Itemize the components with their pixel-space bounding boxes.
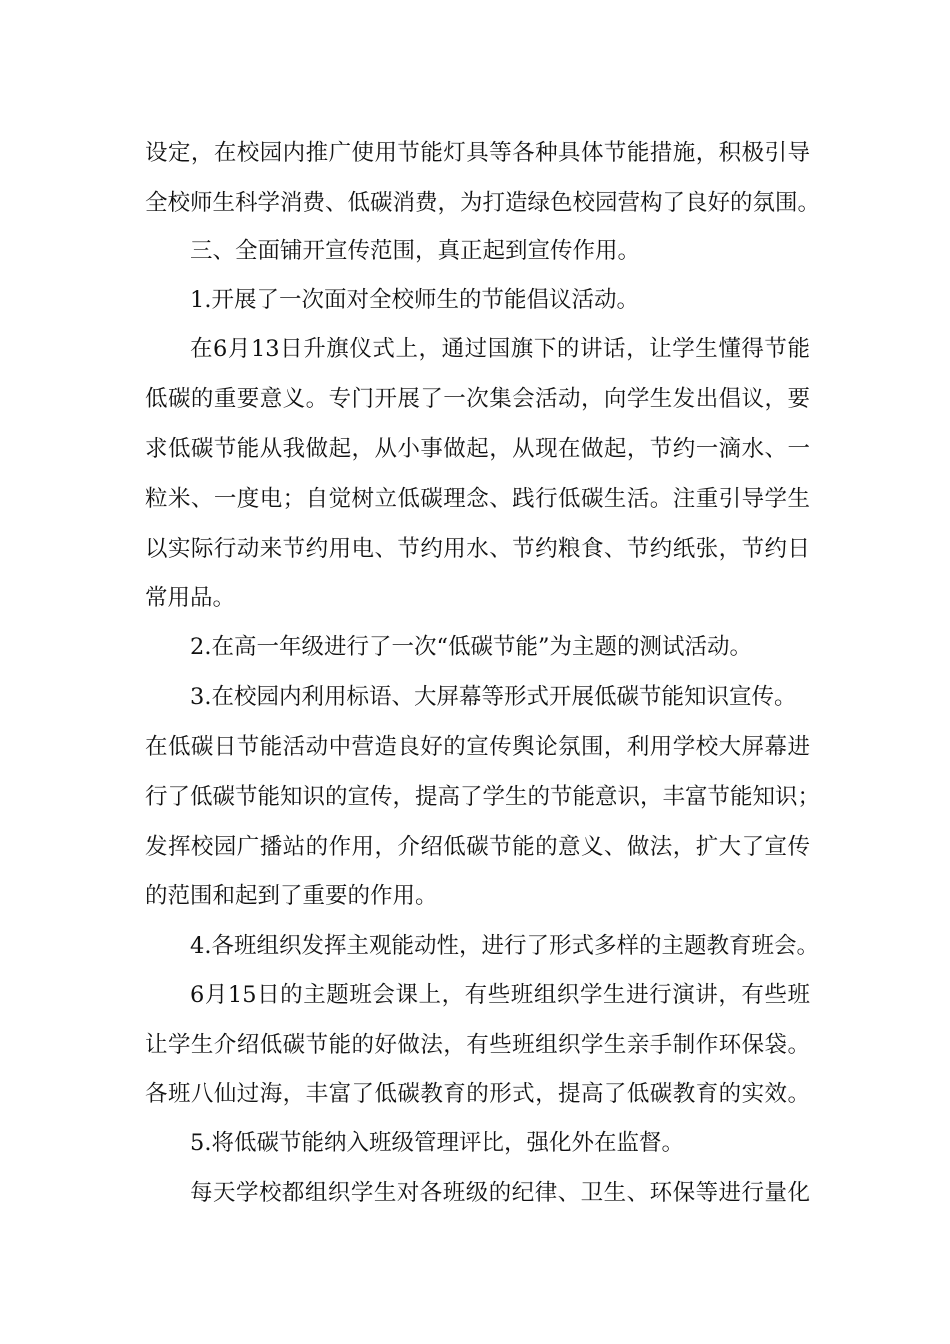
body-text-line: 各班八仙过海，丰富了低碳教育的形式，提高了低碳教育的实效。 (145, 1081, 810, 1107)
body-text-line: 以实际行动来节约用电、节约用水、节约粮食、节约纸张，节约日 (145, 536, 810, 562)
body-text-line: 常用品。 (145, 585, 236, 611)
body-text-line: 在低碳日节能活动中营造良好的宣传舆论氛围，利用学校大屏幕进 (145, 734, 810, 760)
body-text-line: 让学生介绍低碳节能的好做法，有些班组织学生亲手制作环保袋。 (145, 1032, 810, 1058)
body-text-line: 求低碳节能从我做起，从小事做起，从现在做起，节约一滴水、一 (145, 436, 810, 462)
body-text-line: 设定，在校园内推广使用节能灯具等各种具体节能措施，积极引导 (145, 140, 810, 166)
body-text-line: 低碳的重要意义。专门开展了一次集会活动，向学生发出倡议，要 (145, 386, 810, 412)
body-text-line: 6月15日的主题班会课上，有些班组织学生进行演讲，有些班 (190, 982, 810, 1008)
body-text-line: 发挥校园广播站的作用，介绍低碳节能的意义、做法，扩大了宣传 (145, 834, 810, 860)
body-text-line: 每天学校都组织学生对各班级的纪律、卫生、环保等进行量化 (190, 1180, 810, 1206)
list-item-heading: 1.开展了一次面对全校师生的节能倡议活动。 (190, 287, 639, 313)
body-text-line: 的范围和起到了重要的作用。 (145, 883, 438, 909)
body-text-line: 行了低碳节能知识的宣传，提高了学生的节能意识，丰富节能知识； (145, 784, 821, 810)
section-heading: 三、全面铺开宣传范围，真正起到宣传作用。 (190, 238, 641, 264)
body-text-line: 在6月13日升旗仪式上，通过国旗下的讲话，让学生懂得节能 (190, 336, 810, 362)
body-text-line: 全校师生科学消费、低碳消费，为打造绿色校园营构了良好的氛围。 (145, 190, 821, 216)
list-item-heading: 5.将低碳节能纳入班级管理评比，强化外在监督。 (190, 1130, 684, 1156)
list-item-heading: 4.各班组织发挥主观能动性，进行了形式多样的主题教育班会。 (190, 933, 819, 959)
list-item-heading: 3.在校园内利用标语、大屏幕等形式开展低碳节能知识宣传。 (190, 684, 797, 710)
body-text-line: 粒米、一度电；自觉树立低碳理念、践行低碳生活。注重引导学生 (145, 486, 810, 512)
list-item-heading: 2.在高一年级进行了一次“低碳节能”为主题的测试活动。 (190, 634, 752, 660)
